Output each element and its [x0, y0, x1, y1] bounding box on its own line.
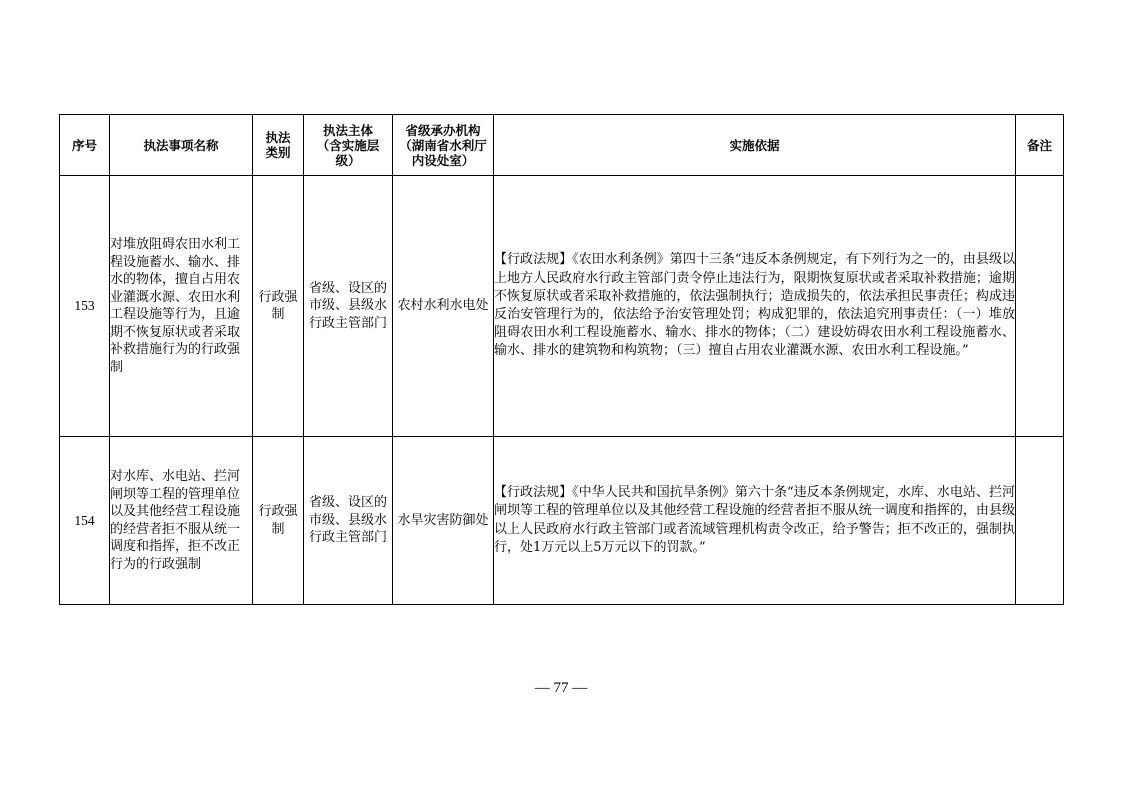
header-basis: 实施依据: [494, 115, 1016, 176]
enforcement-subject: 省级、设区的市级、县级水行政主管部门: [304, 437, 393, 605]
header-type: 执法类别: [253, 115, 304, 176]
remark: [1016, 176, 1064, 437]
header-row: [60, 115, 1064, 176]
table-row: [60, 437, 1064, 605]
remark: [1016, 437, 1064, 605]
legal-basis: 【行政法规】《农田水利条例》第四十三条“违反本条例规定，有下列行为之一的，由县级以上地方人民政府水行政主管部门责令停止违法行为，限期恢复原状或者采取补救措施；逾期不恢复原状或者采取补救措施的，依法强制执行；造成损失的，依法承担民事责任；构成违反治安管理行为的，依法给予治安管理处罚；构成犯罪的，依法追究刑事责任：（一）堆放阻碍农田水利工程设施蓄水、输水、排水的物体；（二）建设妨碍农田水利工程设施蓄水、输水、排水的建筑物和构筑物；（三）擅自占用农业灌溉水源、农田水利工程设施。”: [494, 176, 1016, 437]
header-name: 执法事项名称: [110, 115, 253, 176]
enforcement-type: 行政强制: [253, 437, 304, 605]
item-name: 对水库、水电站、拦河闸坝等工程的管理单位以及其他经营工程设施的经营者拒不服从统一调度和指挥，拒不改正行为的行政强制: [110, 437, 253, 605]
legal-basis: 【行政法规】《中华人民共和国抗旱条例》第六十条“违反本条例规定，水库、水电站、拦河闸坝等工程的管理单位以及其他经营工程设施的经营者拒不服从统一调度和指挥的，由县级以上人民政府水行政主管部门或者流域管理机构责令改正，给予警告；拒不改正的，强制执行，处1万元以上5万元以下的罚款。”: [494, 437, 1016, 605]
handling-org: 水旱灾害防御处: [393, 437, 494, 605]
row-number: 154: [60, 437, 110, 605]
table-row: [60, 176, 1064, 437]
row-number: 153: [60, 176, 110, 437]
header-org: 省级承办机构（湖南省水利厅内设处室）: [393, 115, 494, 176]
header-num: 序号: [60, 115, 110, 176]
enforcement-table: [59, 114, 1064, 605]
page-number: — 77 —: [534, 680, 588, 696]
enforcement-type: 行政强制: [253, 176, 304, 437]
item-name: 对堆放阻碍农田水利工程设施蓄水、输水、排水的物体，擅自占用农业灌溉水源、农田水利工程设施等行为，且逾期不恢复原状或者采取补救措施行为的行政强制: [110, 176, 253, 437]
handling-org: 农村水利水电处: [393, 176, 494, 437]
header-subject: 执法主体（含实施层级）: [304, 115, 393, 176]
header-remark: 备注: [1016, 115, 1064, 176]
enforcement-subject: 省级、设区的市级、县级水行政主管部门: [304, 176, 393, 437]
